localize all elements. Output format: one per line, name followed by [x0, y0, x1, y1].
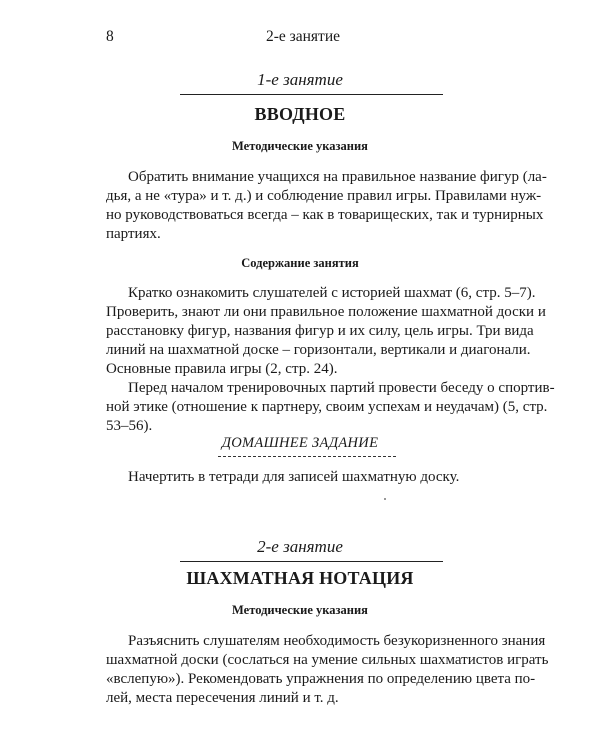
- page-number: 8: [106, 28, 114, 45]
- lesson2-method-heading: Методические указания: [232, 603, 368, 617]
- paragraph-line: Обратить внимание учащихся на правильное название фигур (ла-: [128, 169, 547, 185]
- homework-dashed-rule: [218, 456, 396, 457]
- paragraph-line: Разъяснить слушателям необходимость безукоризненного знания: [128, 633, 546, 649]
- lesson1-content-paragraph-1: [106, 284, 546, 379]
- lesson2-rule: [180, 561, 443, 562]
- homework-text: Начертить в тетради для записей шахматную доску.: [128, 469, 460, 485]
- homework-label: ДОМАШНЕЕ ЗАДАНИЕ: [221, 435, 379, 451]
- paragraph-line: но руководствоваться всегда – как в товарищеских, так и турнирных: [106, 207, 544, 223]
- paragraph-line: лей, места пересечения линий и т. д.: [106, 690, 339, 706]
- paragraph-line: Кратко ознакомить слушателей с историей шахмат (6, стр. 5–7).: [128, 285, 536, 301]
- lesson1-label-block: [0, 70, 600, 90]
- paragraph-line: ной этике (отношение к партнеру, своим успехам и неудачам) (5, стр.: [106, 399, 548, 415]
- paragraph-line: Основные правила игры (2, стр. 24).: [106, 361, 338, 377]
- lesson2-label-block: [0, 537, 600, 557]
- paragraph-line: Проверить, знают ли они правильное положение шахматной доски и: [106, 304, 546, 320]
- lesson2-label: 2-е занятие: [257, 537, 343, 556]
- print-speck: [384, 498, 386, 500]
- lesson1-content-heading: Содержание занятия: [241, 256, 359, 270]
- paragraph-line: партиях.: [106, 226, 161, 242]
- lesson1-label: 1-е занятие: [257, 70, 343, 89]
- paragraph-line: «вслепую»). Рекомендовать упражнения по определению цвета по-: [106, 671, 536, 687]
- running-header: [106, 28, 500, 48]
- homework-paragraph: [106, 468, 496, 487]
- lesson1-method-heading: Методические указания: [232, 139, 368, 153]
- lesson2-method-paragraph: [106, 632, 549, 708]
- paragraph-line: 53–56).: [106, 418, 153, 434]
- paragraph-line: Перед началом тренировочных партий провести беседу о спортив-: [128, 380, 555, 396]
- paragraph-line: дья, а не «тура» и т. д.) и соблюдение правил игры. Правилами нуж-: [106, 188, 542, 204]
- lesson1-title: ВВОДНОЕ: [254, 104, 346, 124]
- lesson1-rule: [180, 94, 443, 95]
- running-title: 2-е занятие: [265, 28, 341, 45]
- lesson1-method-paragraph: [106, 168, 547, 244]
- paragraph-line: шахматной доски (сослаться на умение сильных шахматистов играть: [106, 652, 549, 668]
- paragraph-line: расстановку фигур, названия фигур и их силу, цель игры. Три вида: [106, 323, 534, 339]
- lesson1-content-paragraph-2: [106, 379, 555, 436]
- paragraph-line: линий на шахматной доске – горизонтали, вертикали и диагонали.: [106, 342, 531, 358]
- lesson2-title: ШАХМАТНАЯ НОТАЦИЯ: [186, 568, 414, 588]
